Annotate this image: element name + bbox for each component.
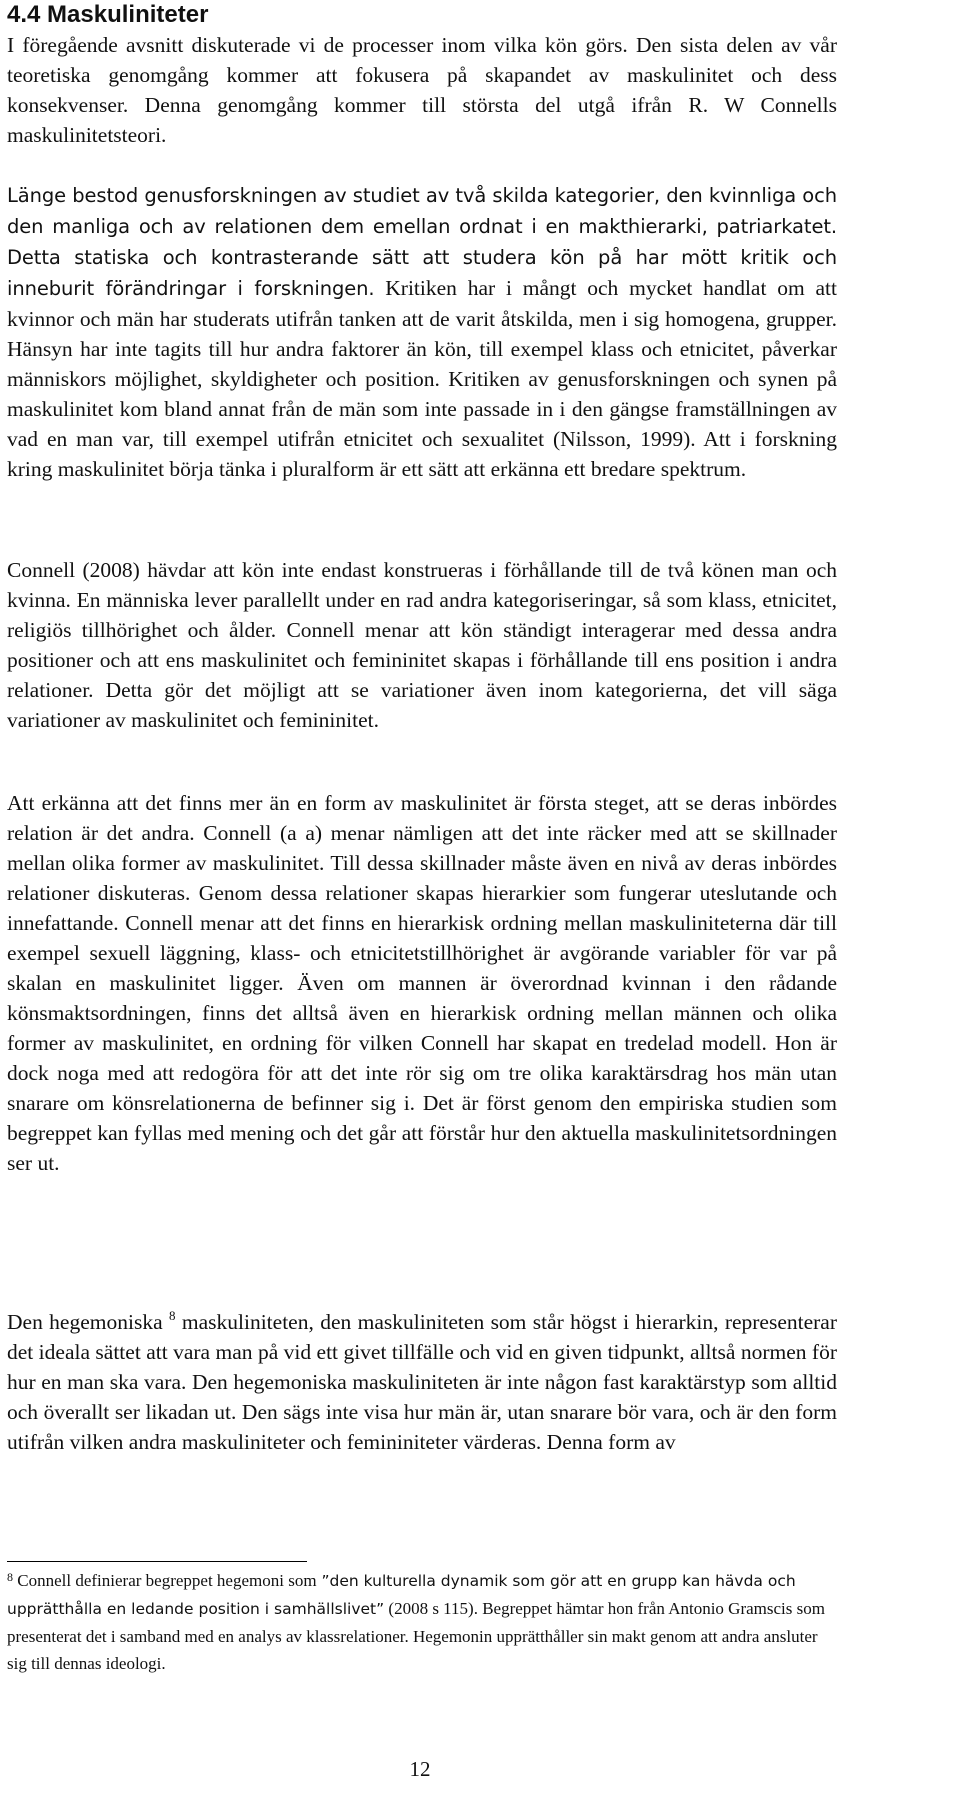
footnote-number: 8 bbox=[7, 1570, 13, 1584]
footnote-text: (2008 s 115). Begreppet hämtar hon från Antonio Gramscis som presenterat det i samband med en analys av klassrelationer. Hegemonin upprätthåller sin makt genom att andra ansluter sig till dennas ideologi. bbox=[7, 1599, 825, 1673]
paragraph-hierarki bbox=[7, 788, 837, 1178]
footnote-lead: Connell definierar begreppet hegemoni som bbox=[17, 1571, 317, 1590]
paragraph-hegemonisk bbox=[7, 1307, 837, 1457]
footnote bbox=[7, 1567, 837, 1677]
paragraph-intro-text: I föregående avsnitt diskuterade vi de processer inom vilka kön görs. Den sista delen av vår teoretiska genomgång kommer att fokusera på skapandet av maskulinitet och dess konsekvenser. Denna genomgång kommer till största del utgå ifrån R. W Connells maskulinitetsteori. bbox=[7, 33, 837, 147]
paragraph-hierarki-text: Att erkänna att det finns mer än en form av maskulinitet är första steget, att se deras inbördes relation är det andra. Connell (a a) menar nämligen att det inte räcker med att se skillnader mellan olika former av maskulinitet. Till dessa skillnader måste även en nivå av deras inbördes relationer diskuteras. Genom dessa relationer skapas hierarkier som fungerar uteslutande och innefattande. Connell menar att det finns en hierarkisk ordning mellan maskuliniteterna där till exempel sexuell läggning, klass- och etnicitetstillhörighet är avgörande variabler för var på skalan en maskulinitet ligger. Även om mannen är överordnad kvinnan i den rådande könsmaktsordningen, finns det alltså även en hierarkisk ordning mellan männen och olika former av maskulinitet, en ordning för vilken Connell har skapat en tredelad modell. Hon är dock noga med att redogöra för att det inte rör sig om tre olika karaktärsdrag hos män utan snarare om könsrelationerna de befinner sig i. Det är först genom den empiriska studien som begreppet kan fyllas med mening och det går att förstår hur den aktuella maskulinitetsordningen ser ut. bbox=[7, 791, 837, 1175]
paragraph-intro bbox=[7, 30, 837, 150]
paragraph-genusforskning bbox=[7, 180, 837, 484]
paragraph-hegemonisk-text: maskuliniteten, den maskuliniteten som står högst i hierarkin, representerar det ideala sättet att vara man på vid ett givet tillfälle och vid en given tidpunkt, alltså normen för hur en man ska vara. Den hegemoniska maskuliniteten är inte någon fast karaktärstyp som alltid och överallt ser likadan ut. Den sägs inte visa hur män är, utan snarare bör vara, och är den form utifrån vilken andra maskuliniteter och femininiteter värderas. Denna form av bbox=[7, 1310, 838, 1454]
footnote-quote: ”den kulturella dynamik som gör att en grupp kan hävda och upprätthålla en ledande position i samhällslivet” bbox=[7, 1572, 796, 1618]
paragraph-connell-kon bbox=[7, 555, 837, 735]
section-heading: 4.4 Maskuliniteter bbox=[7, 1, 209, 28]
page-number: 12 bbox=[409, 1757, 431, 1781]
paragraph-genusforskning-text: Kritiken har i mångt och mycket handlat om att kvinnor och män har studerats utifrån tanken att de varit åtskilda, men i sig homogena, grupper. Hänsyn har inte tagits till hur andra faktorer än kön, till exempel klass och etnicitet, påverkar människors möjlighet, skyldigheter och position. Kritiken av genusforskningen och synen på maskulinitet kom bland annat från de män som inte passade in i den gängse framställningen av vad en man var, till exempel utifrån etnicitet och sexualitet (Nilsson, 1999). Att i forskning kring maskulinitet börja tänka i pluralform är ett sätt att erkänna ett bredare spektrum. bbox=[7, 276, 837, 481]
paragraph-genusforskning-sans-text: Länge bestod genusforskningen av studiet av två skilda kategorier, den kvinnliga och den manliga och av relationen dem emellan ordnat i en makthierarki, patriarkatet. Detta statiska och kontrasterande sätt att studera kön på har mött kritik och inneburit förändringar i forskningen. bbox=[7, 184, 837, 300]
paragraph-hegemonisk-start: Den hegemoniska bbox=[7, 1310, 163, 1334]
footnote-reference[interactable]: 8 bbox=[169, 1308, 176, 1323]
footnote-divider bbox=[7, 1561, 307, 1562]
paragraph-connell-kon-text: Connell (2008) hävdar att kön inte endast konstrueras i förhållande till de två könen man och kvinna. En människa lever parallellt under en rad andra kategoriseringar, så som klass, etnicitet, religiös tillhörighet och ålder. Connell menar att kön ständigt interagerar med dessa andra positioner och att ens maskulinitet och femininitet skapas i förhållande till ens position i andra relationer. Detta gör det möjligt att se variationer även inom kategorierna, det vill säga variationer av maskulinitet och femininitet. bbox=[7, 558, 837, 732]
